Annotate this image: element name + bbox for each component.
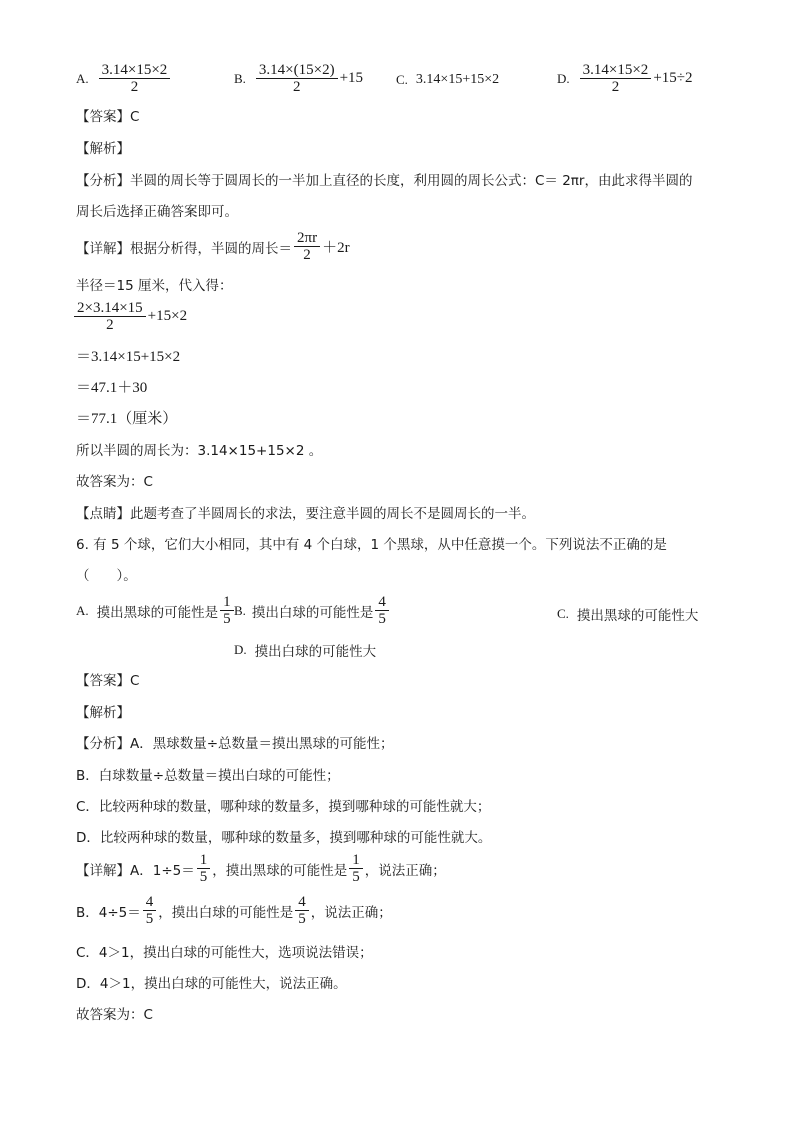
- q5-option-d: D. $\frac{3.14\times 15\times 2}{2}$ +15÷2: [557, 62, 693, 95]
- q5-option-a: [76, 62, 172, 95]
- fraction: $\frac{1}{5}$: [220, 594, 234, 627]
- option-label: A.: [76, 70, 89, 86]
- q6-option-c: C. 摸出黑球的可能性大: [557, 606, 699, 624]
- q5-option-c: C. 3.14×15+15×2: [396, 72, 500, 87]
- option-label: C.: [396, 72, 408, 87]
- option-label: B.: [234, 70, 246, 86]
- q5-step2: ＝47.1＋30: [76, 380, 148, 396]
- q6-analysis-d: D．比较两种球的数量，哪种球的数量多，摸到哪种球的可能性就大。: [76, 830, 492, 846]
- fraction: $\frac{3.14\times(15\times 2)}{2}$: [256, 62, 338, 95]
- q6-detail-d: D．4＞1，摸出白球的可能性大，说法正确。: [76, 976, 347, 992]
- q6-detail-c: C．4＞1，摸出白球的可能性大，选项说法错误；: [76, 945, 373, 961]
- fraction: $\frac{2\pi r}{2}$: [294, 230, 320, 263]
- q6-option-b: B. 摸出白球的可能性是 $\frac{4}{5}$: [234, 594, 391, 627]
- fraction: $\frac{4}{5}$: [295, 894, 309, 927]
- q5-answer: 【答案】C: [76, 109, 140, 125]
- fraction: $\frac{1}{5}$: [349, 852, 363, 885]
- q5-step3: ＝77.1（厘米）: [76, 411, 178, 427]
- q6-final: 故答案为：C: [76, 1007, 153, 1023]
- q6-stem-line1: 6. 有 5 个球，它们大小相同，其中有 4 个白球，1 个黑球，从中任意摸一个。下列说法不正确的是: [76, 537, 667, 553]
- q6-answer: 【答案】C: [76, 673, 140, 689]
- fraction: $\frac{4}{5}$: [375, 594, 389, 627]
- fraction: $\frac{4}{5}$: [143, 894, 157, 927]
- q6-analysis-a: 【分析】A．黑球数量÷总数量＝摸出黑球的可能性；: [76, 736, 394, 752]
- option-label: D.: [557, 70, 570, 86]
- q5-conclusion: 所以半圆的周长为：3.14×15+15×2 。: [76, 443, 323, 459]
- q6-jiexi: 【解析】: [76, 705, 130, 721]
- q5-option-b: B. $\frac{3.14\times(15\times 2)}{2}$ +15: [234, 62, 364, 95]
- fraction: $\frac{2\times 3.14\times 15}{2}$: [74, 300, 146, 333]
- q5-jiexi: 【解析】: [76, 141, 130, 157]
- q6-analysis-c: C．比较两种球的数量，哪种球的数量多，摸到哪种球的可能性就大；: [76, 799, 491, 815]
- q6-detail-b: B．4÷5＝ $\frac{4}{5}$ ，摸出白球的可能性是 $\frac{4}{5}$ ，说法正确；: [76, 894, 392, 927]
- q5-final: 故答案为：C: [76, 474, 153, 490]
- q6-option-a: A. 摸出黑球的可能性是 $\frac{1}{5}$: [76, 594, 236, 627]
- q5-detail: 【详解】根据分析得，半圆的周长＝ $\frac{2\pi r}{2}$ ＋2r: [76, 230, 350, 263]
- q5-radius-line: 半径＝15 厘米，代入得：: [76, 278, 233, 294]
- q5-dianjing: 【点睛】此题考查了半圆周长的求法，要注意半圆的周长不是圆周长的一半。: [76, 506, 535, 522]
- q6-analysis-b: B．白球数量÷总数量＝摸出白球的可能性；: [76, 768, 340, 784]
- q6-stem-line2: （ ）。: [76, 568, 137, 584]
- q6-option-d: D. 摸出白球的可能性大: [234, 642, 377, 660]
- fraction: $\frac{1}{5}$: [197, 852, 211, 885]
- fraction: $\frac{3.14\times 15\times 2}{2}$: [580, 62, 652, 95]
- q5-step1: ＝3.14×15+15×2: [76, 349, 181, 365]
- q5-analysis-line1: 【分析】半圆的周长等于圆周长的一半加上直径的长度，利用圆的周长公式：C＝ 2πr，由此求得半圆的: [76, 173, 693, 189]
- q5-analysis-line2: 周长后选择正确答案即可。: [76, 204, 238, 220]
- fraction: $\frac{3.14\times 15\times 2}{2}$: [99, 62, 171, 95]
- q5-expression: $\frac{2\times 3.14\times 15}{2}$ +15×2: [72, 300, 187, 333]
- q6-detail-a: 【详解】A．1÷5＝ $\frac{1}{5}$ ，摸出黑球的可能性是 $\frac{1}{5}$ ，说法正确；: [76, 852, 446, 885]
